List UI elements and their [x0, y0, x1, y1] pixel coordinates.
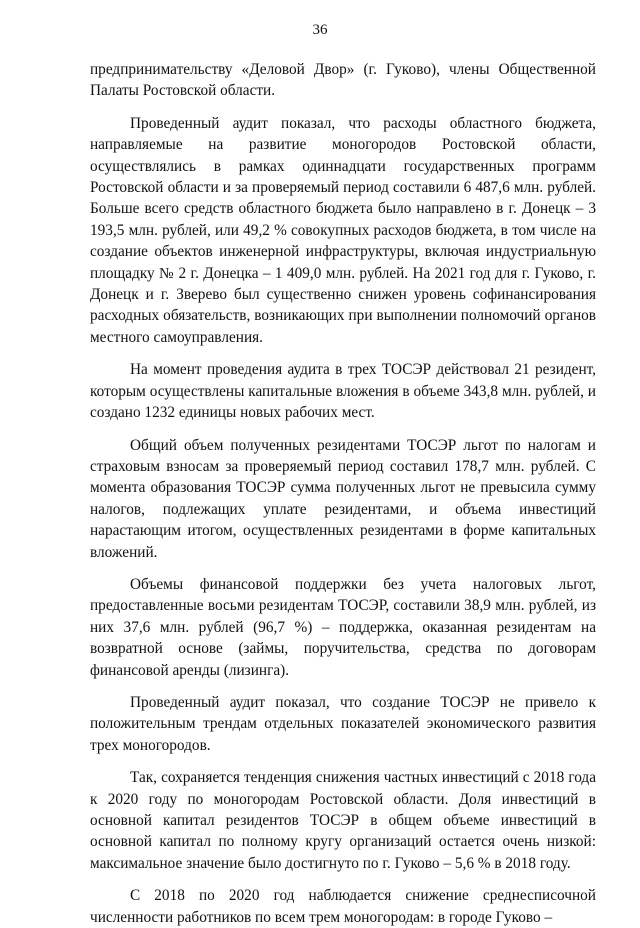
paragraph-employment: С 2018 по 2020 год наблюдается снижение среднесписочной численности работников по всем трем моногородам: в городе Гуково –: [90, 887, 596, 926]
paragraph-audit-budget: Проведенный аудит показал, что расходы областного бюджета, направляемые на развитие моногородов Ростовской области, осуществлялись в рамках одиннадцати государственных программ Ростовской области и за проверяемый период составили 6 487,6 млн. рублей. Больше всего средств областного бюджета было направлено в г. Донецк – 3 193,5 млн. рублей, или 49,2 % совокупных расходов бюджета, в том числе на создание объектов инженерной инфраструктуры, включая индустриальную площадку № 2 г. Донецка – 1 409,0 млн. рублей. На 2021 год для г. Гуково, г. Донецк и г. Зверево был существенно снижен уровень софинансирования расходных обязательств, возникающих при выполнении полномочий органов местного самоуправления.: [90, 114, 596, 346]
paragraph-investments: Так, сохраняется тенденция снижения частных инвестиций с 2018 года к 2020 году по моногородам Ростовской области. Доля инвестиций в основной капитал резидентов ТОСЭР в общем объеме инвестиций в основной капитал по полному кругу организаций остается очень низкой: максимальное значение было достигнуто по г. Гуково – 5,6 % в 2018 году.: [90, 769, 596, 872]
document-body: [90, 59, 596, 928]
page-number: 36: [312, 22, 328, 38]
paragraph-residents: На момент проведения аудита в трех ТОСЭР действовал 21 резидент, которым осуществлены капитальные вложения в объеме 343,8 млн. рублей, и создано 1232 единицы новых рабочих мест.: [90, 361, 596, 422]
paragraph-financial-support: Объемы финансовой поддержки без учета налоговых льгот, предоставленные восьми резидентам ТОСЭР, составили 38,9 млн. рублей, из них 37,6 млн. рублей (96,7 %) – поддержка, оказанная резидентам на возвратной основе (займы, поручительства, средства по договорам финансовой аренды (лизинга).: [90, 575, 596, 679]
paragraph-tax-benefits: Общий объем полученных резидентами ТОСЭР льгот по налогам и страховым взносам за проверяемый период составил 178,7 млн. рублей. С момента образования ТОСЭР сумма полученных льгот не превысила сумму налогов, подлежащих уплате резидентами, и объема инвестиций нарастающим итогом, осуществленных резидентами в форме капитальных вложений.: [90, 436, 596, 561]
paragraph-continuation: предпринимательству «Деловой Двор» (г. Гуково), члены Общественной Палаты Ростовской области.: [90, 61, 596, 100]
paragraph-audit-trends: Проведенный аудит показал, что создание ТОСЭР не привело к положительным трендам отдельных показателей экономического развития трех моногородов.: [90, 693, 596, 754]
